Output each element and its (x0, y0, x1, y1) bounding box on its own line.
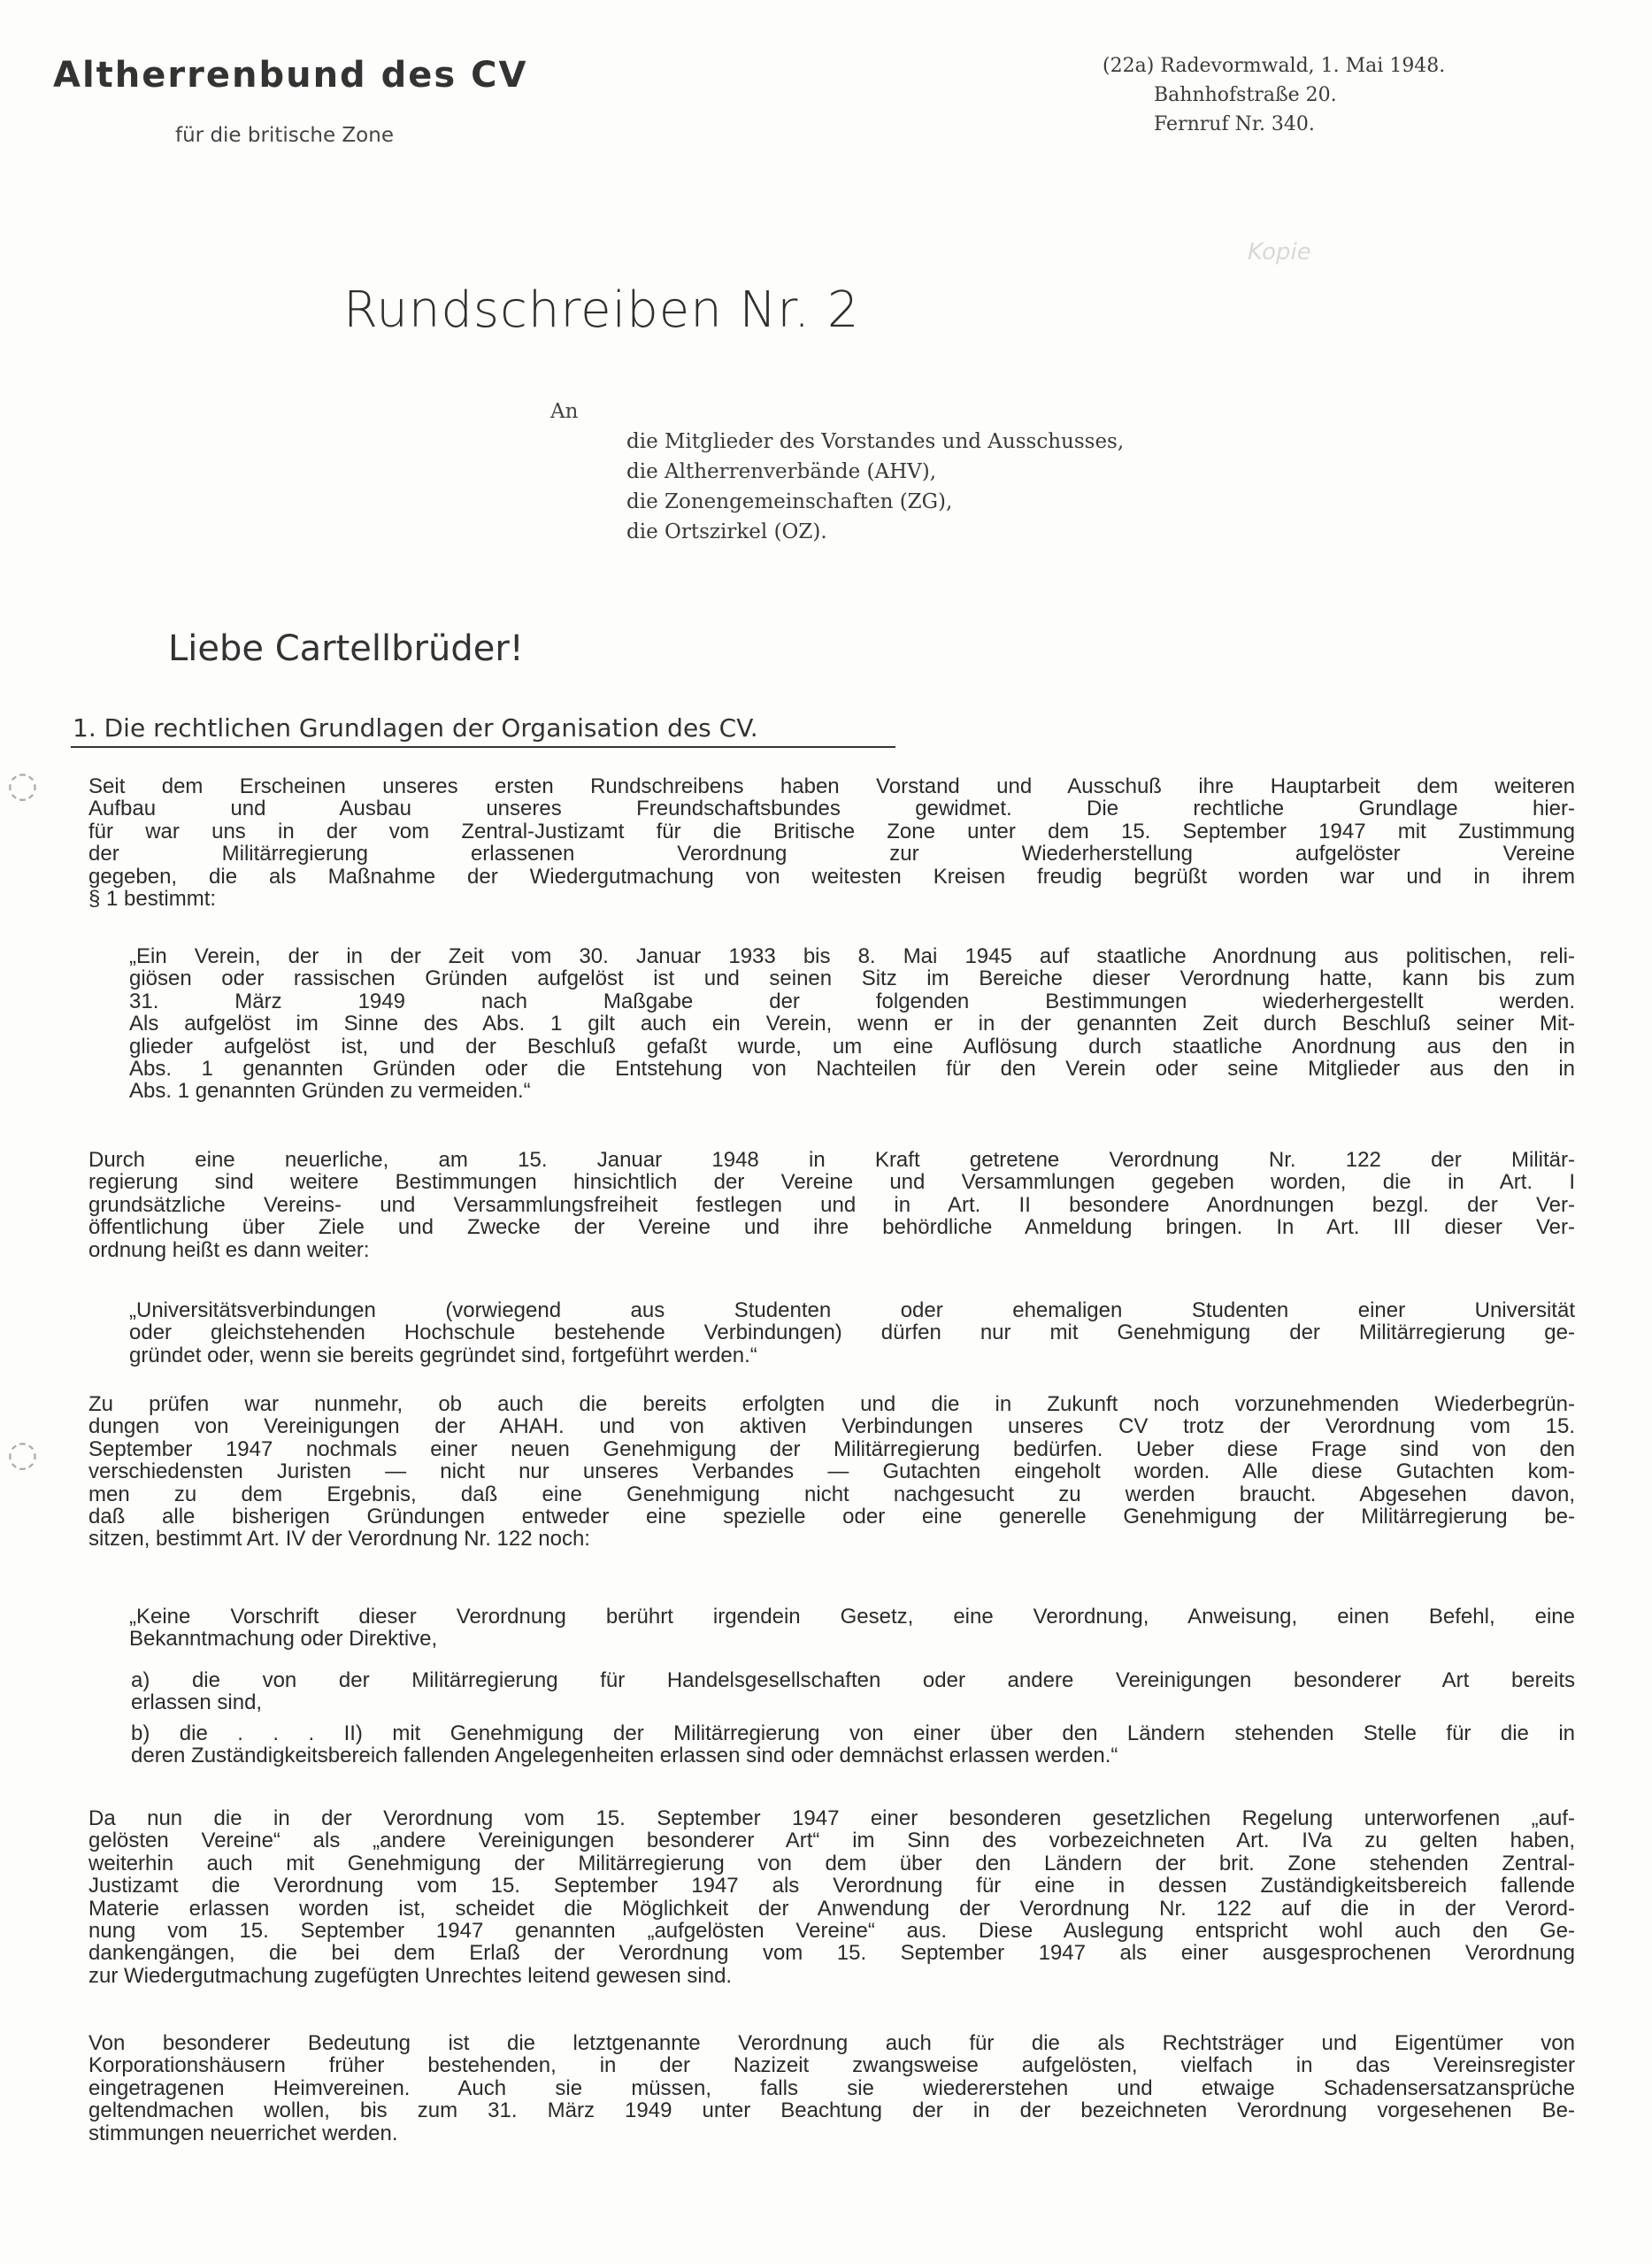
text-line: weiterhin auch mit Genehmigung der Militärregierung von dem über den Ländern der brit. Zone stehenden Zentral- (88, 1851, 1575, 1875)
text-line: für war uns in der vom Zentral-Justizamt für die Britische Zone unter dem 15. September 1947 mit Zustimmung (88, 819, 1575, 843)
text-line: September 1947 nochmals einer neuen Genehmigung der Militärregierung bedürfen. Ueber diese Frage sind von den (88, 1436, 1575, 1461)
text-line: eingetragenen Heimvereinen. Auch sie müssen, falls sie wiedererstehen und etwaige Schadensersatzansprüche (88, 2075, 1575, 2100)
sender-address (1103, 51, 1445, 139)
text-line: b) die . . . II) mit Genehmigung der Militärregierung von einer über den Ländern stehenden Stelle für die in (131, 1721, 1575, 1745)
text-line: gelösten Vereine“ als „andere Vereinigungen besonderer Art“ im Sinn des vorbezeichneten Art. IVa zu gelten haben, (88, 1829, 1575, 1853)
organization-name: Altherrenbund des CV (53, 55, 528, 96)
text-line: deren Zuständigkeitsbereich fallenden Angelegenheiten erlassen sind oder demnächst erlassen werden.“ (131, 1744, 1118, 1768)
text-line: glieder aufgelöst ist, und der Beschluß gefaßt wurde, um eine Auflösung durch staatliche Anordnung aus den in (129, 1034, 1575, 1059)
recipient-item: die Altherrenverbände (AHV), (626, 460, 937, 483)
text-line: § 1 bestimmt: (88, 887, 217, 912)
text-line: dungen von Vereinigungen der AHAH. und von aktiven Verbindungen unseres CV trotz der Verordnung vom 15. (88, 1414, 1575, 1439)
text-line: „Ein Verein, der in der Zeit vom 30. Januar 1933 bis 8. Mai 1945 auf staatliche Anordnung aus politischen, reli- (129, 944, 1575, 968)
paragraph-5 (88, 2032, 1575, 2145)
text-line: Durch eine neuerliche, am 15. Januar 1948 in Kraft getretene Verordnung Nr. 122 der Militär- (88, 1148, 1575, 1172)
organization-subtitle: für die britische Zone (175, 124, 394, 147)
text-line: giösen oder rassischen Gründen aufgelöst ist und seinen Sitz im Bereiche dieser Verordnung hatte, kann bis zum (129, 966, 1575, 991)
recipient-item: die Mitglieder des Vorstandes und Ausschusses, (626, 430, 1125, 453)
copy-stamp: Kopie (1248, 239, 1311, 266)
quote-item-a (131, 1669, 1575, 1714)
text-line: Da nun die in der Verordnung vom 15. September 1947 einer besonderen gesetzlichen Regelung unterworfenen „auf- (88, 1806, 1575, 1830)
salutation: Liebe Cartellbrüder! (168, 628, 524, 669)
quote-item-b (131, 1722, 1575, 1767)
text-line: Abs. 1 genannten Gründen oder die Entstehung von Nachteilen für den Verein oder seine Mitglieder aus den in (129, 1057, 1575, 1082)
text-line: Aufbau und Ausbau unseres Freundschaftsbundes gewidmet. Die rechtliche Grundlage hier- (88, 797, 1575, 821)
text-line: daß alle bisherigen Gründungen entweder eine spezielle oder eine generelle Genehmigung der Militärregierung be- (88, 1505, 1575, 1529)
recipient-item: die Ortszirkel (OZ). (626, 520, 827, 543)
text-line: nung vom 15. September 1947 genannten „aufgelösten Vereine“ aus. Diese Auslegung entspricht wohl auch den Ge- (88, 1919, 1575, 1944)
text-line: gegeben, die als Maßnahme der Wiedergutmachung von weitesten Kreisen freudig begrüßt worden war und in ihrem (88, 864, 1575, 889)
text-line: ordnung heißt es dann weiter: (88, 1237, 370, 1262)
text-line: 31. März 1949 nach Maßgabe der folgenden Bestimmungen wiederhergestellt werden. (129, 989, 1575, 1013)
text-line: men zu dem Ergebnis, daß eine Genehmigung nicht nachgesucht zu werden braucht. Abgesehen davon, (88, 1482, 1575, 1506)
address-line-2: Bahnhofstraße 20. (1154, 84, 1337, 106)
text-line: oder gleichstehenden Hochschule bestehende Verbindungen) dürfen nur mit Genehmigung der Militärregierung ge- (129, 1321, 1575, 1345)
text-line: gründet oder, wenn sie bereits gegründet sind, fortgeführt werden.“ (129, 1343, 757, 1367)
punch-hole-mark: ◌ (7, 765, 38, 805)
text-line: Zu prüfen war nunmehr, ob auch die bereits erfolgten und die in Zukunft noch vorzunehmenden Wiederbegrün- (88, 1392, 1575, 1416)
address-line-3: Fernruf Nr. 340. (1154, 113, 1315, 135)
text-line: öffentlichung über Ziele und Zwecke der Vereine und ihre behördliche Anmeldung bringen. In Art. III dieser Ver- (88, 1215, 1575, 1240)
text-line: zur Wiedergutmachung zugefügten Unrechtes leitend gewesen sind. (88, 1963, 733, 1988)
text-line: der Militärregierung erlassenen Verordnung zur Wiederherstellung aufgelöster Vereine (88, 842, 1575, 866)
paragraph-1 (88, 775, 1575, 910)
text-line: dankengängen, die bei dem Erlaß der Verordnung vom 15. September 1947 als einer ausgesprochenen Verordnung (88, 1941, 1575, 1966)
addressee-label: An (550, 400, 579, 423)
section-heading (71, 713, 895, 748)
text-line: „Keine Vorschrift dieser Verordnung berührt irgendein Gesetz, eine Verordnung, Anweisung, einen Befehl, eine (129, 1605, 1575, 1629)
text-line: sitzen, bestimmt Art. IV der Verordnung Nr. 122 noch: (88, 1527, 590, 1552)
text-line: regierung sind weitere Bestimmungen hinsichtlich der Vereine und Versammlungen gegeben worden, die in Art. I (88, 1170, 1575, 1195)
text-line: grundsätzliche Vereins- und Versammlungsfreiheit festlegen und in Art. II besondere Anordnungen bezgl. der Ver- (88, 1192, 1575, 1217)
document-title: Rundschreiben Nr. 2 (343, 281, 860, 339)
punch-hole-mark: ◌ (7, 1434, 38, 1475)
address-line-1: (22a) Radevormwald, 1. Mai 1948. (1103, 55, 1446, 77)
text-line: Materie erlassen worden ist, scheidet die Möglichkeit der Anwendung der Verordnung Nr. 122 auf die in der Verord- (88, 1896, 1575, 1921)
text-line: verschiedensten Juristen — nicht nur unseres Verbandes — Gutachten eingeholt worden. Alle diese Gutachten kom- (88, 1459, 1575, 1484)
quote-article-iv (129, 1606, 1575, 1651)
section-heading-text: 1. Die rechtlichen Grundlagen der Organisation des CV. (73, 713, 758, 743)
text-line: „Universitätsverbindungen (vorwiegend aus Studenten oder ehemaligen Studenten einer Universität (129, 1298, 1575, 1322)
text-line: Justizamt die Verordnung vom 15. September 1947 als Verordnung für eine in dessen Zuständigkeitsbereich fallende (88, 1874, 1575, 1898)
paragraph-3 (88, 1393, 1575, 1551)
text-line: Korporationshäusern früher bestehenden, in der Nazizeit zwangsweise aufgelösten, vielfach in das Vereinsregister (88, 2053, 1575, 2078)
text-line: Von besonderer Bedeutung ist die letztgenannte Verordnung auch für die als Rechtsträger und Eigentümer von (88, 2031, 1575, 2055)
text-line: Seit dem Erscheinen unseres ersten Rundschreibens haben Vorstand und Ausschuß ihre Hauptarbeit dem weiteren (88, 774, 1575, 798)
text-line: Abs. 1 genannten Gründen zu vermeiden.“ (129, 1079, 531, 1104)
text-line: Bekanntmachung oder Direktive, (129, 1627, 438, 1652)
recipient-list (626, 427, 1124, 547)
recipient-item: die Zonengemeinschaften (ZG), (626, 490, 953, 513)
quote-regulation-122 (129, 1299, 1575, 1367)
paragraph-4 (88, 1807, 1575, 1987)
text-line: geltendmachen wollen, bis zum 31. März 1949 unter Beachtung der in der bezeichneten Verordnung vorgesehenen Be- (88, 2098, 1575, 2123)
text-line: erlassen sind, (131, 1690, 263, 1715)
paragraph-2 (88, 1149, 1575, 1261)
text-line: stimmungen neuerrichet werden. (88, 2121, 398, 2145)
text-line: a) die von der Militärregierung für Handelsgesellschaften oder andere Vereinigungen besonderer Art bereits (131, 1668, 1575, 1692)
text-line: Als aufgelöst im Sinne des Abs. 1 gilt auch ein Verein, wenn er in der genannten Zeit durch Beschluß seiner Mit- (129, 1012, 1575, 1036)
quote-regulation-1947 (129, 945, 1575, 1103)
